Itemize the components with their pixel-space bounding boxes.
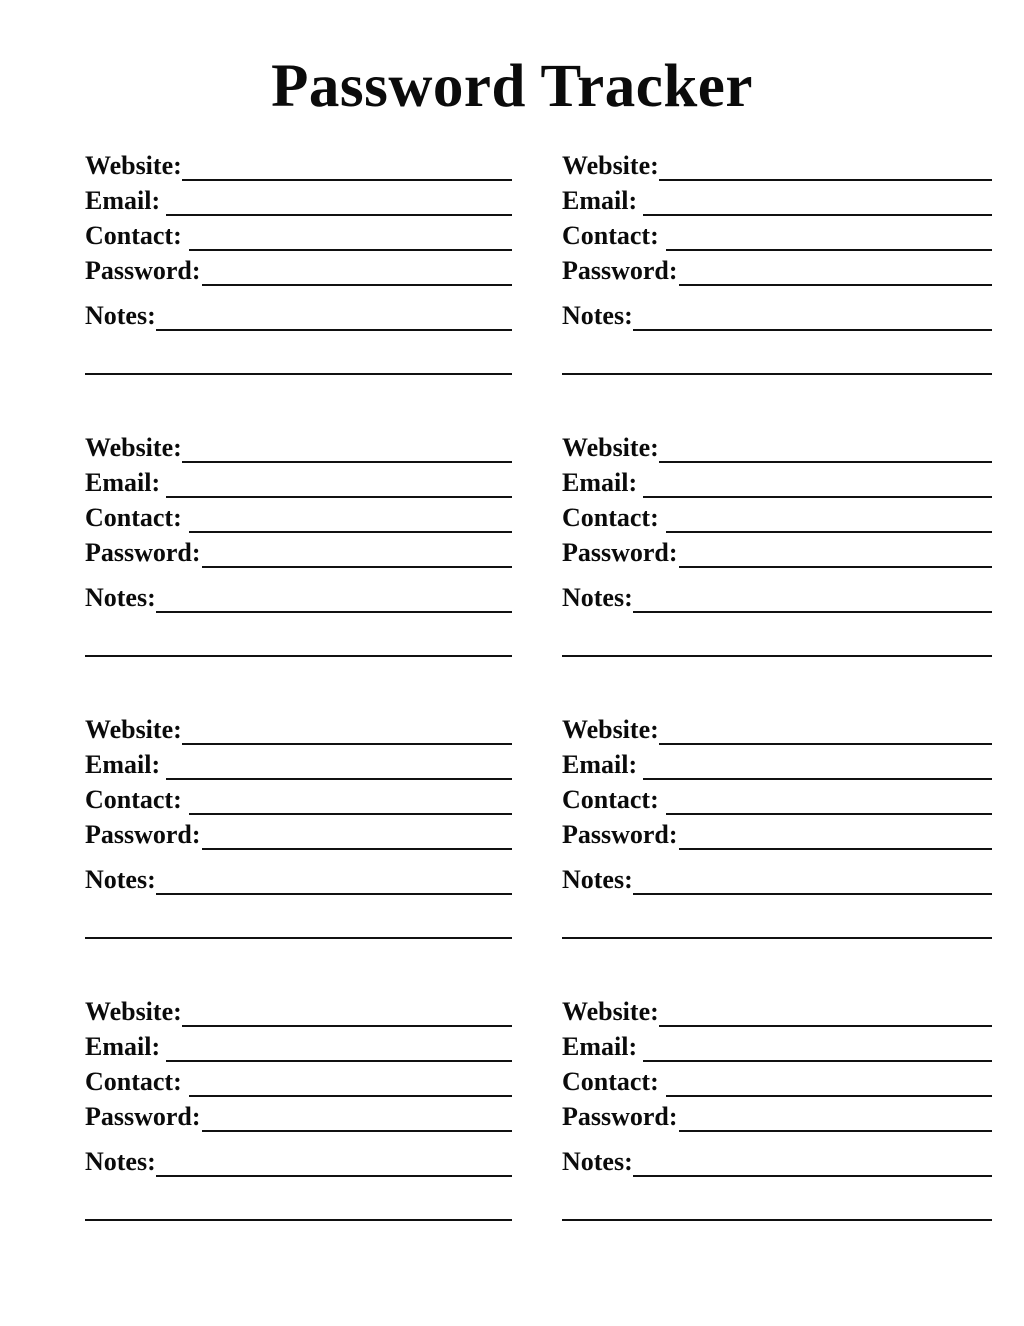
entry-7-input-contact[interactable]: [189, 1095, 512, 1097]
entry-6-label-notes: Notes:: [562, 865, 633, 894]
entry-1-input-notes-continued[interactable]: [85, 373, 512, 375]
entry-8-label-email: Email:: [562, 1032, 638, 1061]
entry-1-field-notes: [85, 300, 512, 335]
entry-1-label-email: Email:: [85, 186, 161, 215]
entry-3-label-website: Website:: [85, 433, 182, 462]
entry-2-input-contact[interactable]: [666, 249, 992, 251]
entry-1-field-password: [85, 255, 512, 290]
entry-7-label-website: Website:: [85, 997, 182, 1026]
entry-4-field-contact: [562, 502, 992, 537]
entry-5-label-email: Email:: [85, 750, 161, 779]
entry-7-input-email[interactable]: [166, 1060, 512, 1062]
entry-4-field-email: [562, 467, 992, 502]
entry-1-input-password[interactable]: [202, 284, 512, 286]
entry-1-label-website: Website:: [85, 151, 182, 180]
entry-2-label-notes: Notes:: [562, 301, 633, 330]
entry-8-input-password[interactable]: [679, 1130, 992, 1132]
entry-6-label-website: Website:: [562, 715, 659, 744]
entry-2-notes-continuation: [562, 344, 992, 379]
entry-7-notes-continuation: [85, 1190, 512, 1225]
entry-6-field-email: [562, 749, 992, 784]
entry-2-label-contact: Contact:: [562, 221, 659, 250]
entry-3-input-contact[interactable]: [189, 531, 512, 533]
entry-2-field-notes: [562, 300, 992, 335]
entry-7-field-notes: [85, 1146, 512, 1181]
entry-1-input-website[interactable]: [182, 179, 512, 181]
entry-4-label-website: Website:: [562, 433, 659, 462]
entry-6-field-website: [562, 714, 992, 749]
entry-5-input-notes-continued[interactable]: [85, 937, 512, 939]
entry-3-input-email[interactable]: [166, 496, 512, 498]
entry-7-label-email: Email:: [85, 1032, 161, 1061]
entry-8-notes-continuation: [562, 1190, 992, 1225]
entry-6-field-notes: [562, 864, 992, 899]
entry-2-field-contact: [562, 220, 992, 255]
entry-2-field-password: [562, 255, 992, 290]
entry-4-input-notes[interactable]: [633, 611, 992, 613]
entry-4-input-email[interactable]: [643, 496, 992, 498]
entry-3-input-notes-continued[interactable]: [85, 655, 512, 657]
entry-3-label-password: Password:: [85, 538, 201, 567]
entry-6-notes-continuation: [562, 908, 992, 943]
entry-1-label-contact: Contact:: [85, 221, 182, 250]
entry-1-label-notes: Notes:: [85, 301, 156, 330]
entry-2-label-password: Password:: [562, 256, 678, 285]
entry-block-5: [85, 714, 512, 996]
entry-8-field-notes: [562, 1146, 992, 1181]
entry-3-field-contact: [85, 502, 512, 537]
entry-7-field-contact: [85, 1066, 512, 1101]
entry-4-field-website: [562, 432, 992, 467]
entry-block-6: [562, 714, 992, 996]
entry-2-field-website: [562, 150, 992, 185]
entry-6-label-password: Password:: [562, 820, 678, 849]
entry-5-label-password: Password:: [85, 820, 201, 849]
entry-3-label-contact: Contact:: [85, 503, 182, 532]
entry-3-label-notes: Notes:: [85, 583, 156, 612]
entry-8-input-contact[interactable]: [666, 1095, 992, 1097]
entry-7-input-website[interactable]: [182, 1025, 512, 1027]
entry-4-input-website[interactable]: [659, 461, 992, 463]
entry-8-label-password: Password:: [562, 1102, 678, 1131]
entry-2-input-notes-continued[interactable]: [562, 373, 992, 375]
entry-5-label-notes: Notes:: [85, 865, 156, 894]
entry-8-label-notes: Notes:: [562, 1147, 633, 1176]
entry-2-label-website: Website:: [562, 151, 659, 180]
entry-block-8: [562, 996, 992, 1278]
entry-block-1: [85, 150, 512, 432]
entry-5-field-notes: [85, 864, 512, 899]
entry-5-label-contact: Contact:: [85, 785, 182, 814]
entry-6-label-email: Email:: [562, 750, 638, 779]
entry-4-input-contact[interactable]: [666, 531, 992, 533]
entry-2-input-website[interactable]: [659, 179, 992, 181]
entry-4-field-password: [562, 537, 992, 572]
entry-7-field-password: [85, 1101, 512, 1136]
entry-8-field-contact: [562, 1066, 992, 1101]
entry-4-label-email: Email:: [562, 468, 638, 497]
entry-1-notes-continuation: [85, 344, 512, 379]
entry-6-input-contact[interactable]: [666, 813, 992, 815]
entry-3-field-notes: [85, 582, 512, 617]
page-title: Password Tracker: [271, 53, 753, 120]
entry-6-field-password: [562, 819, 992, 854]
entry-1-field-website: [85, 150, 512, 185]
entry-1-input-contact[interactable]: [189, 249, 512, 251]
entry-2-input-notes[interactable]: [633, 329, 992, 331]
entry-8-field-website: [562, 996, 992, 1031]
entry-3-label-email: Email:: [85, 468, 161, 497]
entry-5-input-contact[interactable]: [189, 813, 512, 815]
entry-1-field-contact: [85, 220, 512, 255]
entry-3-input-website[interactable]: [182, 461, 512, 463]
entry-1-input-notes[interactable]: [156, 329, 512, 331]
entry-3-notes-continuation: [85, 626, 512, 661]
entries-grid: [0, 150, 1024, 1278]
entry-6-label-contact: Contact:: [562, 785, 659, 814]
entry-1-input-email[interactable]: [166, 214, 512, 216]
entry-6-field-contact: [562, 784, 992, 819]
entry-4-field-notes: [562, 582, 992, 617]
entry-8-field-email: [562, 1031, 992, 1066]
entry-7-field-website: [85, 996, 512, 1031]
entry-4-input-password[interactable]: [679, 566, 992, 568]
entry-6-input-notes[interactable]: [633, 893, 992, 895]
entry-8-input-website[interactable]: [659, 1025, 992, 1027]
entry-4-notes-continuation: [562, 626, 992, 661]
entry-4-input-notes-continued[interactable]: [562, 655, 992, 657]
entry-7-label-password: Password:: [85, 1102, 201, 1131]
entry-2-input-email[interactable]: [643, 214, 992, 216]
entry-8-label-contact: Contact:: [562, 1067, 659, 1096]
entry-7-label-notes: Notes:: [85, 1147, 156, 1176]
entry-8-input-email[interactable]: [643, 1060, 992, 1062]
entry-8-field-password: [562, 1101, 992, 1136]
entry-3-input-password[interactable]: [202, 566, 512, 568]
entry-4-label-contact: Contact:: [562, 503, 659, 532]
entry-1-field-email: [85, 185, 512, 220]
entry-5-field-website: [85, 714, 512, 749]
entry-block-2: [562, 150, 992, 432]
entry-5-input-password[interactable]: [202, 848, 512, 850]
entry-3-field-password: [85, 537, 512, 572]
entry-1-label-password: Password:: [85, 256, 201, 285]
entry-block-7: [85, 996, 512, 1278]
entry-5-field-password: [85, 819, 512, 854]
entry-6-input-website[interactable]: [659, 743, 992, 745]
entry-5-input-website[interactable]: [182, 743, 512, 745]
entry-block-4: [562, 432, 992, 714]
entry-2-input-password[interactable]: [679, 284, 992, 286]
entry-5-input-email[interactable]: [166, 778, 512, 780]
entry-7-input-password[interactable]: [202, 1130, 512, 1132]
entry-4-label-password: Password:: [562, 538, 678, 567]
entry-8-label-website: Website:: [562, 997, 659, 1026]
entry-8-input-notes-continued[interactable]: [562, 1219, 992, 1221]
entry-5-input-notes[interactable]: [156, 893, 512, 895]
entry-7-input-notes-continued[interactable]: [85, 1219, 512, 1221]
entry-6-input-notes-continued[interactable]: [562, 937, 992, 939]
entry-block-3: [85, 432, 512, 714]
entry-6-input-email[interactable]: [643, 778, 992, 780]
entry-2-field-email: [562, 185, 992, 220]
entry-5-label-website: Website:: [85, 715, 182, 744]
entry-3-input-notes[interactable]: [156, 611, 512, 613]
entry-7-label-contact: Contact:: [85, 1067, 182, 1096]
entry-5-notes-continuation: [85, 908, 512, 943]
entry-4-label-notes: Notes:: [562, 583, 633, 612]
entry-3-field-email: [85, 467, 512, 502]
entry-3-field-website: [85, 432, 512, 467]
entry-8-input-notes[interactable]: [633, 1175, 992, 1177]
entry-5-field-email: [85, 749, 512, 784]
entry-7-input-notes[interactable]: [156, 1175, 512, 1177]
entry-5-field-contact: [85, 784, 512, 819]
entry-6-input-password[interactable]: [679, 848, 992, 850]
entry-2-label-email: Email:: [562, 186, 638, 215]
entry-7-field-email: [85, 1031, 512, 1066]
